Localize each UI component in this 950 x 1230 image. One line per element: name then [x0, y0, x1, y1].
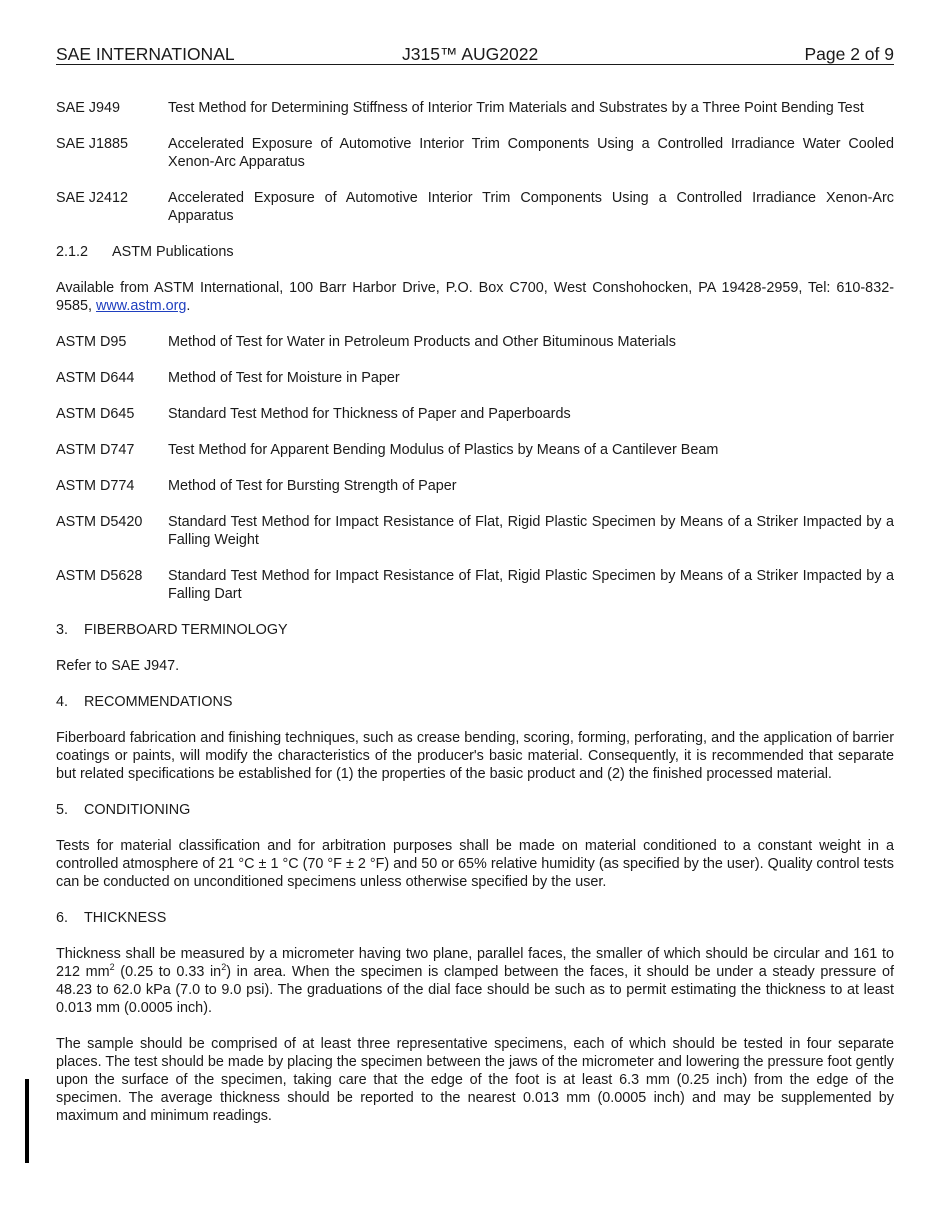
revision-change-bar — [25, 1079, 29, 1163]
reference-item — [56, 99, 894, 117]
reference-code: ASTM D5420 — [56, 514, 143, 530]
section-heading-5 — [56, 801, 894, 819]
reference-item — [56, 135, 894, 171]
reference-title: Standard Test Method for Impact Resistance of Flat, Rigid Plastic Specimen by Means of a Striker Impacted by a Falling Dart — [168, 568, 894, 602]
reference-code: ASTM D644 — [56, 370, 135, 386]
section-title: CONDITIONING — [84, 802, 191, 818]
reference-code: SAE J1885 — [56, 136, 129, 152]
reference-item — [56, 405, 894, 423]
reference-title: Standard Test Method for Thickness of Paper and Paperboards — [168, 406, 571, 422]
reference-title: Method of Test for Bursting Strength of Paper — [168, 478, 457, 494]
reference-code: SAE J949 — [56, 100, 120, 116]
reference-title: Test Method for Determining Stiffness of Interior Trim Materials and Substrates by a Three Point Bending Test — [168, 100, 864, 116]
superscript: 2 — [221, 962, 227, 973]
reference-code: ASTM D95 — [56, 334, 127, 350]
reference-code: ASTM D747 — [56, 442, 135, 458]
reference-code: ASTM D774 — [56, 478, 135, 494]
header-organization: SAE INTERNATIONAL — [56, 44, 235, 64]
reference-item — [56, 567, 894, 603]
reference-item — [56, 441, 894, 459]
reference-title: Accelerated Exposure of Automotive Interior Trim Components Using a Controlled Irradiance Xenon-Arc Apparatus — [168, 190, 894, 224]
reference-code: SAE J2412 — [56, 190, 129, 206]
astm-availability-paragraph — [56, 279, 894, 315]
section-3-paragraph: Refer to SAE J947. — [56, 658, 180, 674]
text-run: ) in area. When the specimen is clamped between the faces, it should be under a steady pressure of 48.23 to 62.0 kPa (7.0 to 9.0 psi). The graduations of the dial face should be such as to permit estimating the thickness to at least 0.013 mm (0.0005 inch). — [56, 964, 894, 1016]
section-title: RECOMMENDATIONS — [84, 694, 233, 710]
reference-item — [56, 513, 894, 549]
section-number: 6. — [56, 910, 69, 926]
reference-title: Method of Test for Moisture in Paper — [168, 370, 400, 386]
page-header — [56, 44, 894, 65]
reference-title: Method of Test for Water in Petroleum Products and Other Bituminous Materials — [168, 334, 676, 350]
section-6-paragraph-2: The sample should be comprised of at least three representative specimens, each of which should be tested in four separate places. The test should be made by placing the specimen between the jaws of the micrometer and lowering the pressure foot gently upon the surface of the specimen, taking care that the edge of the foot is at least 6.3 mm (0.25 inch) from the edge of the specimen. The average thickness should be reported to the nearest 0.013 mm (0.0005 inch) and may be supplemented by maximum and minimum readings. — [56, 1036, 894, 1124]
section-title: FIBERBOARD TERMINOLOGY — [84, 622, 288, 638]
section-title: THICKNESS — [84, 910, 167, 926]
section-number: 5. — [56, 802, 69, 818]
section-6-paragraph-1 — [56, 945, 894, 1017]
reference-title: Test Method for Apparent Bending Modulus of Plastics by Means of a Cantilever Beam — [168, 442, 719, 458]
document-page — [56, 44, 894, 1143]
section-number: 3. — [56, 622, 69, 638]
reference-item — [56, 189, 894, 225]
section-heading-6 — [56, 909, 894, 927]
text-run: (0.25 to 0.33 in — [114, 964, 222, 980]
text-run: Thickness shall be measured by a micrometer having two plane, parallel faces, the smaller of which should be circular and 161 to 212 mm — [56, 946, 894, 980]
section-number: 4. — [56, 694, 69, 710]
section-number: 2.1.2 — [56, 244, 89, 260]
reference-item — [56, 369, 894, 387]
reference-code: ASTM D5628 — [56, 568, 143, 584]
link-suffix: . — [186, 298, 191, 314]
reference-title: Standard Test Method for Impact Resistance of Flat, Rigid Plastic Specimen by Means of a Striker Impacted by a Falling Weight — [168, 514, 894, 548]
section-4-paragraph: Fiberboard fabrication and finishing techniques, such as crease bending, scoring, forming, perforating, and the application of barrier coatings or paints, will modify the characteristics of the producer's basic material. Consequently, it is recommended that separate but related specifications be established for (1) the properties of the basic product and (2) the finished processed material. — [56, 730, 894, 782]
section-heading-2-1-2 — [56, 243, 894, 261]
availability-text: Available from ASTM International, 100 Barr Harbor Drive, P.O. Box C700, West Conshohocken, PA 19428-2959, Tel: 610-832-9585, — [56, 280, 894, 314]
astm-website-link[interactable]: www.astm.org — [96, 298, 187, 314]
reference-title: Accelerated Exposure of Automotive Interior Trim Components Using a Controlled Irradiance Water Cooled Xenon-Arc Apparatus — [168, 136, 894, 170]
reference-item — [56, 477, 894, 495]
section-heading-3 — [56, 621, 894, 639]
section-5-paragraph: Tests for material classification and for arbitration purposes shall be made on material conditioned to a constant weight in a controlled atmosphere of 21 °C ± 1 °C (70 °F ± 2 °F) and 50 or 65% relative humidity (as specified by the user). Quality control tests can be conducted on unconditioned specimens unless otherwise specified by the user. — [56, 838, 894, 890]
superscript: 2 — [109, 962, 115, 973]
header-page-number: Page 2 of 9 — [804, 44, 894, 64]
section-heading-4 — [56, 693, 894, 711]
reference-code: ASTM D645 — [56, 406, 135, 422]
section-title: ASTM Publications — [112, 244, 234, 260]
page-content — [56, 99, 894, 1125]
header-document-id: J315™ AUG2022 — [402, 44, 539, 64]
reference-item — [56, 333, 894, 351]
